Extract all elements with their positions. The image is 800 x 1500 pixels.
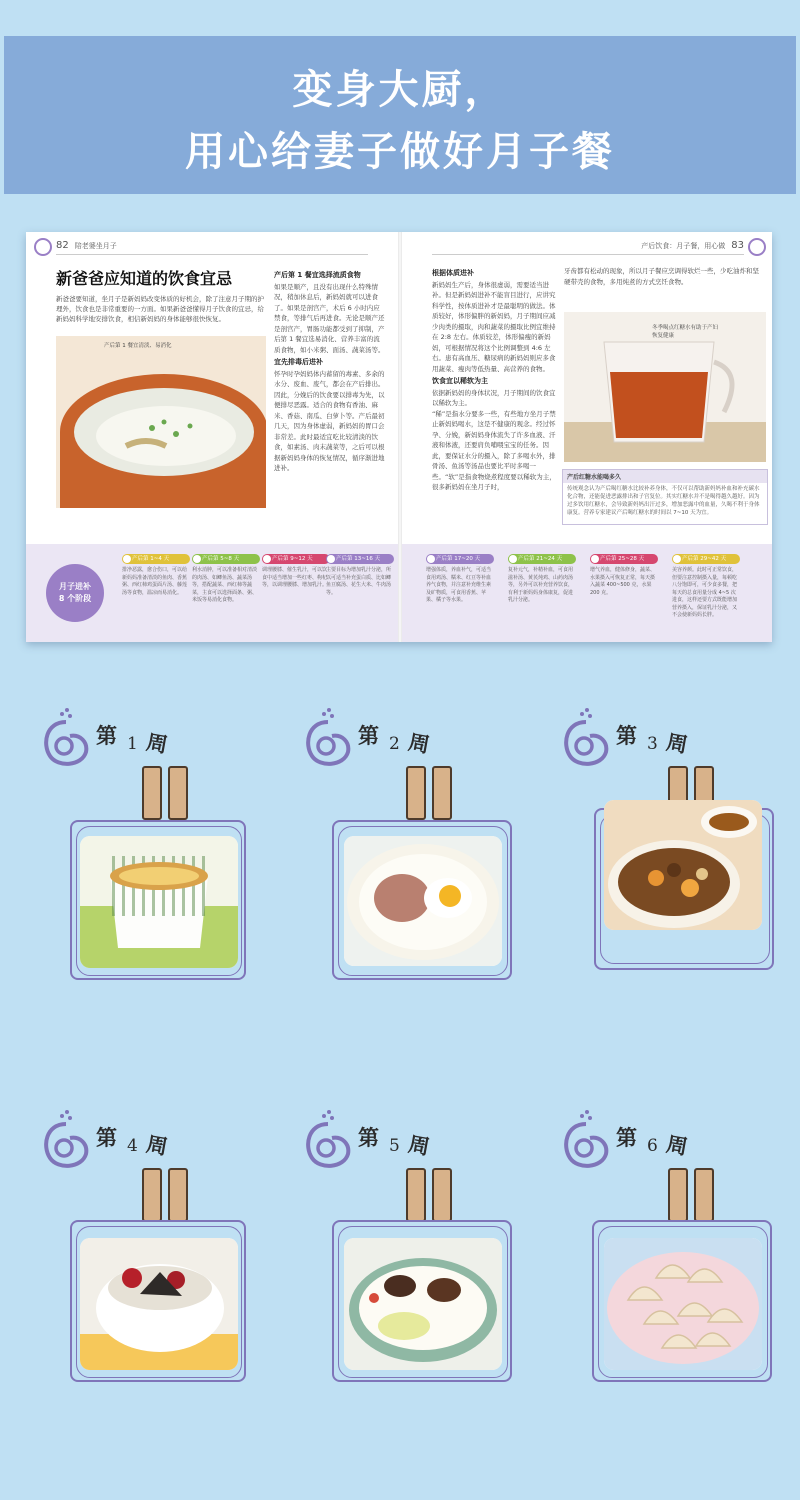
stage-label: 产后第 29~42 天 [672,554,740,564]
section-body: 依据新妈妈的身体状况，月子期间的饮食宜以稀软为主。 [432,388,556,407]
header-divider [432,254,744,255]
stage-label: 产后第 5~8 天 [192,554,260,564]
week-card-2 [298,690,558,990]
mother-baby-logo-icon [556,708,616,770]
recovery-stages-strip [402,544,772,642]
stage-label: 产后第 17~20 天 [426,554,494,564]
stage-label: 产后第 1~4 天 [122,554,190,564]
header-divider [56,254,368,255]
section-heading: 宜先排毒后进补 [274,358,323,366]
stage-text: 增强体质，养血补气，可适当食用鸡汤、糯米、红豆等补血养气食物，并注意补充维生素及矿物质，可食用香蕉、苹果、橘子等水果。 [426,567,492,603]
banner-title-line2: 用心给妻子做好月子餐 [185,128,615,175]
stage-text: 美容养颜。此时可正常饮食，但要注意控制摄入量，每顿吃八分饱即可，可少食多餐，把每天的总食用量分成 4~5 次进食，这样还要方式既能增加营养摄入，保证乳汁分泌，又不会使新妈妈长胖。 [672,567,738,618]
mother-baby-logo-icon [298,708,358,770]
right-page-number: 83 [731,240,744,251]
right-page-header [641,240,744,251]
week-card-1 [36,690,296,990]
section-body: “稀”是指水分要多一些，有些地方坐月子禁止新妈妈喝水，这是不健康的观念。经过怀孕、分娩，新妈妈身体流失了许多血液、汗液和体液，还要肩负哺喂宝宝的任务。因此，要保证水分的摄入，除了多喝水外，排骨汤、鱼汤等汤品也要比平时多喝一些。“软”是指食物烧煮程度要以稀软为主，很多新妈妈在坐月子时， [432,409,556,491]
stage-text: 增气养血，健体修身，蔬菜、水果摄入可恢复正常，每天摄入蔬菜 400~500 克，水果 200 克。 [590,567,656,596]
mother-baby-logo-icon [298,1110,358,1172]
week-1-food-photo [80,836,238,968]
banner-title-line1: 变身大厨， [292,66,508,113]
week-card-6 [556,1092,800,1392]
wooden-clip-icon [406,1168,426,1222]
book-spread-image [26,232,772,642]
stage-item [326,554,394,597]
article-title: 新爸爸应知道的饮食宜忌 [56,269,233,288]
mother-baby-logo-icon [34,238,52,256]
week-6-food-photo [604,1238,762,1370]
wooden-clip-icon [406,766,426,820]
week-label: 第 3 周 [616,723,690,758]
wooden-clip-icon [432,1168,452,1222]
left-page-header-label: 陪老婆坐月子 [74,241,117,250]
recovery-stages-badge: 月子进补 8 个阶段 [46,564,104,622]
stage-item [672,554,740,620]
week-3-food-photo [604,800,762,930]
stage-label: 产后第 25~28 天 [590,554,658,564]
wooden-clip-icon [168,766,188,820]
mother-baby-logo-icon [36,708,96,770]
week-label: 第 6 周 [616,1125,690,1160]
wooden-clip-icon [168,1168,188,1222]
stage-item [262,554,330,590]
stage-item [122,554,190,597]
section-body: 如果是顺产，且没有出现什么特殊情况，稍加休息后，新妈妈就可以进食了。如果是剖宫产，术后 6 小时内应禁食，等排气后再进食。无论是顺产还是剖宫产，胃肠功能都受到了抑制，产后第 1 餐宜选易消化、营养丰富的流质食物，如小米粥、面汤、蔬菜汤等。 [274,282,385,354]
header-banner [4,36,796,194]
section-body: 怀孕时孕妈妈体内蓄留的毒素、多余的水分、废血、废气，都会在产后排出。因此，分娩后的饮食要以排毒为先，以便排尽恶露。适合的食物有香油、麻米、香菇、南瓜、白萝卜等。产后最初几天，因为身体虚弱，新妈妈的胃口会非常差。此时最适宜吃比较清淡的饮食，如素汤、肉末蔬菜等，之后可以根据新妈妈身体的恢复情况，循序渐进地进补。 [274,369,385,472]
tip-body: 传统观念认为产后喝红糖水比较补养身体，不仅可以帮助新妈妈补血和补充碳水化合物，还能促进恶露排出和子宫复位。其实红糖水并不是喝得越久越好。因为过多饮用红糖水，会导致新妈妈出汗过多，增加恶露中的血量，久喝不利于身体康复。营养专家建议产后喝红糖水的时间以 7~10 天为宜。 [567,486,760,516]
right-column-1-text [432,266,560,493]
stage-text: 利水消肿，可以准备相对清淡的肉汤、如鲫鱼汤、蔬菜汤等，搭配蔬菜、西红柿等蔬菜，主食可以选择面条、粥、米饭等易消化食物。 [192,567,258,603]
stage-label: 产后第 9~12 天 [262,554,330,564]
wooden-clip-icon [142,766,162,820]
left-page-header [56,240,117,251]
week-label: 第 1 周 [96,723,170,758]
week-card-3 [556,690,800,990]
mother-baby-logo-icon [36,1110,96,1172]
article-intro: 新爸爸要知道，坐月子是新妈妈改变体质的好机会，除了注意月子期的护理外，饮食也是非常重要的一方面。如果新爸爸懂得月子饮食的宜忌，给新妈妈科学地安排饮食，相信新妈妈的身体能够很快恢复。 [56,295,264,323]
stage-label: 产后第 13~16 天 [326,554,394,564]
porridge-photo [56,336,266,508]
stage-item [192,554,260,605]
section-body: 新妈妈生产后，身体很虚弱，需要适当进补。但是新妈妈进补不能盲目进行，应讲究科学性，按体质进补才是最聪明的做法。体质较好，体形偏胖的新妈妈，月子期间应减少肉类的摄取，肉和蔬菜的摄取比例宜维持在 2:8 左右。体质较差，体形偏瘦的新妈妈，可根据情况将这个比例调整到 4:6 左右。患有高血压、糖尿病的新妈妈则应多食用蔬菜、瘦肉等低热量、高营养的食物。 [432,280,556,373]
right-column-3-text [564,266,764,310]
stage-text: 复补元气，补精补血，可食用滋补汤、黄芪炖鸡、山药肉汤等，另外可以补充营养饮食，有利于新妈妈身体康复，促进乳汁分泌。 [508,567,574,603]
tip-heading: 产后红糖水能喝多久 [563,470,767,483]
week-label: 第 4 周 [96,1125,170,1160]
wooden-clip-icon [668,1168,688,1222]
wooden-clip-icon [432,766,452,820]
left-page-number: 82 [56,240,69,251]
stage-text: 主要目标为增加乳汁分泌，所以可适当补充蛋白质、比如鲫鱼豆腐汤、花生大米、牛肉汤等。 [326,567,392,596]
wooden-clip-icon [694,1168,714,1222]
week-2-food-photo [344,836,502,966]
right-page [402,232,772,642]
brown-sugar-tea-caption: 冬季喝点红糖水有助于产妇恢复健康 [652,325,719,339]
stage-label: 产后第 21~24 天 [508,554,576,564]
tip-box [562,469,768,525]
week-4-food-photo [80,1238,238,1370]
recovery-stages-strip [26,544,398,642]
stage-item [508,554,576,605]
section-heading: 产后第 1 餐宜选择流质食物 [274,271,361,279]
week-label: 第 5 周 [358,1125,432,1160]
mother-baby-logo-icon [748,238,766,256]
stage-item [426,554,494,605]
week-card-4 [36,1092,296,1392]
section-body: 牙齿都有松动的现象，所以月子餐应烹调得软烂一些，少吃油炸和坚硬带壳的食物，多用炖煮的方式烹饪食物。 [564,267,759,286]
left-page [26,232,398,642]
stage-text: 调理腰膝、催生乳汁，可以饮食中适当增加一些红枣、枸杞等，以调理腰膝、增加乳汁。 [262,567,328,588]
right-page-header-label: 产后饮食：月子餐，用心做 [641,241,726,250]
stage-item [590,554,658,597]
left-column-text [274,268,386,474]
week-card-5 [298,1092,558,1392]
week-label: 第 2 周 [358,723,432,758]
porridge-photo-caption: 产后第 1 餐宜清淡、易消化 [104,343,172,349]
stage-text: 排净恶露，愈合伤口，可以给新妈妈准备清淡的鱼肉、香蕉粥、西红柿鸡蛋面片汤、藤莲汤等食物，温凉而易消化。 [122,567,188,596]
mother-baby-logo-icon [556,1110,616,1172]
section-heading: 根据体质进补 [432,269,474,277]
section-heading: 饮食宜以稀软为主 [432,377,488,385]
wooden-clip-icon [142,1168,162,1222]
week-5-food-photo [344,1238,502,1370]
